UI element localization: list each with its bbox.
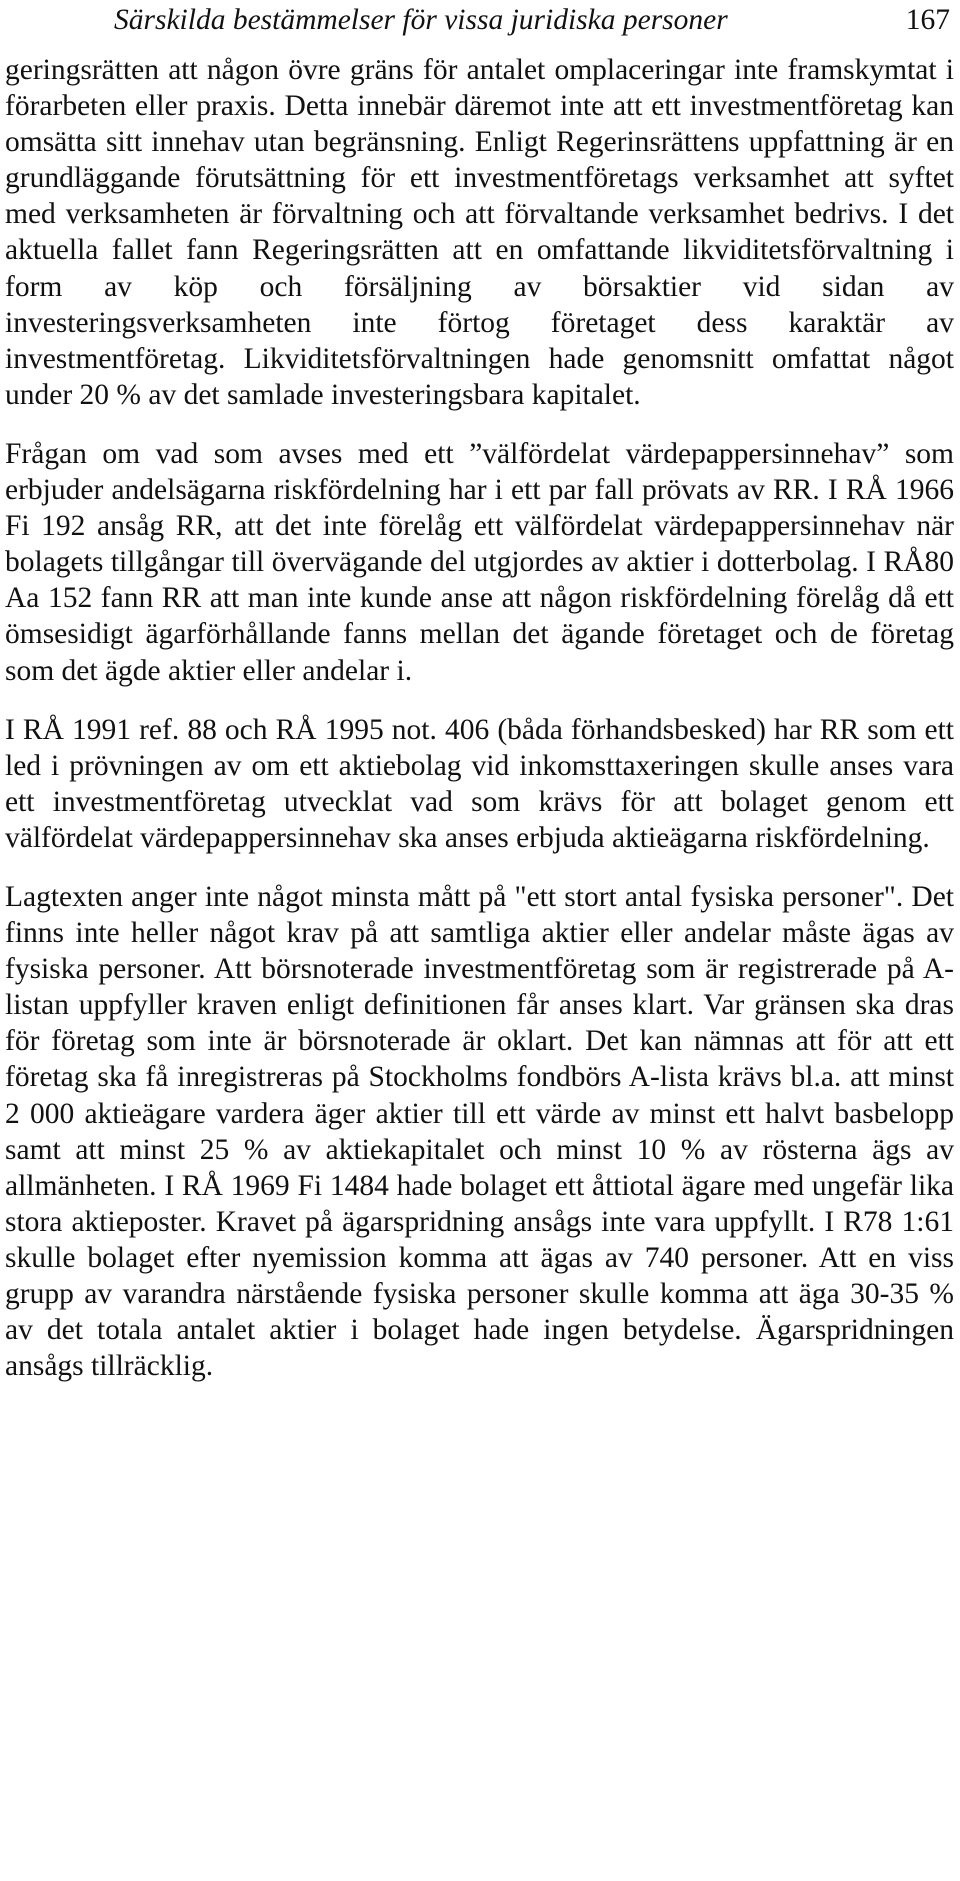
page-header: [0, 0, 960, 44]
paragraph: I RÅ 1991 ref. 88 och RÅ 1995 not. 406 (båda förhandsbesked) har RR som ett led i prövningen av om ett aktiebolag vid inkomsttaxeringen skulle anses vara ett investmentföretag utvecklat vad som krävs för att bolaget genom ett välfördelat värdepappersinnehav ska anses erbjuda aktieägarna riskfördelning.: [5, 713, 954, 854]
page-number: 167: [905, 4, 950, 36]
paragraph: Frågan om vad som avses med ett ”välfördelat värdepappersinnehav” som erbjuder andelsägarna riskfördelning har i ett par fall prövats av RR. I RÅ 1966 Fi 192 ansåg RR, att det inte förelåg ett välfördelat värdepappersinnehav när bolagets tillgångar till övervägande del utgjordes av aktier i dotterbolag. I RÅ80 Aa 152 fann RR att man inte kunde anse att någon riskfördelning förelåg då ett ömsesidigt ägarförhållande fanns mellan det ägande företaget och de företag som det ägde aktier eller andelar i.: [5, 437, 954, 687]
running-head: Särskilda bestämmelser för vissa juridiska personer: [114, 4, 728, 36]
paragraph: Lagtexten anger inte något minsta mått på "ett stort antal fysiska personer". Det finns inte heller något krav på att samtliga aktier eller andelar måste ägas av fysiska personer. Att börsnoterade investmentföretag som är registrerade på A-listan uppfyller kraven enligt definitionen får anses klart. Var gränsen ska dras för företag som inte är börsnoterade är oklart. Det kan nämnas att för att ett företag ska få inregistreras på Stockholms fondbörs A-lista krävs bl.a. att minst 2 000 aktieägare vardera äger aktier till ett värde av minst ett halvt basbelopp samt att minst 25 % av aktiekapitalet och minst 10 % av rösterna ägs av allmänheten. I RÅ 1969 Fi 1484 hade bolaget ett åttiotal ägare med ungefär lika stora aktieposter. Kravet på ägarspridning ansågs inte vara uppfyllt. I R78 1:61 skulle bolaget efter nyemission komma att ägas av 740 personer. Att en viss grupp av varandra närstående fysiska personer skulle komma att äga 30-35 % av det totala antalet aktier i bolaget hade ingen betydelse. Ägarspridningen ansågs tillräcklig.: [5, 880, 954, 1383]
body-text: [5, 52, 954, 1384]
paragraph: geringsrätten att någon övre gräns för antalet omplaceringar inte framskymtat i förarbeten eller praxis. Detta innebär däremot inte att ett investmentföretag kan omsätta sitt innehav utan begränsning. Enligt Regerinsrättens uppfattning är en grundläggande förutsättning för ett investmentföretags verksamhet att syftet med verksamheten är förvaltning och att förvaltande verksamhet bedrivs. I det aktuella fallet fann Regeringsrätten att en omfattande likviditetsförvaltning i form av köp och försäljning av börsaktier vid sidan av investeringsverksamheten inte förtog företaget dess karaktär av investmentföretag. Likviditetsförvaltningen hade genomsnitt omfattat något under 20 % av det samlade investeringsbara kapitalet.: [5, 54, 954, 411]
